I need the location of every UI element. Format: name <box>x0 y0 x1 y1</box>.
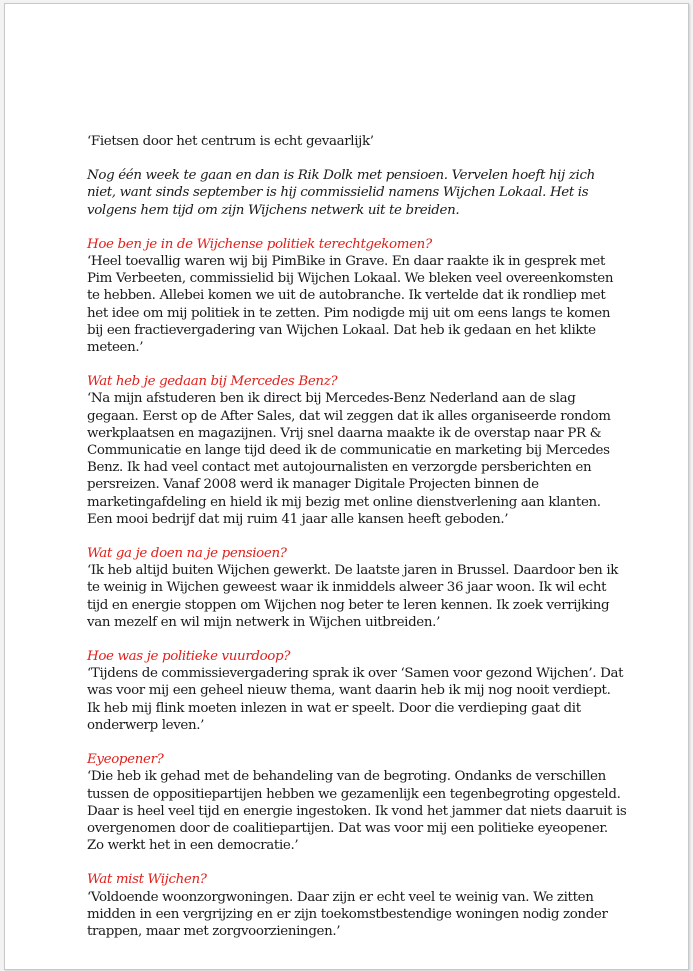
answer: ‘Ik heb altijd buiten Wijchen gewerkt. De laatste jaren in Brussel. Daardoor ben ik te weinig in Wijchen geweest waar ik inmiddels alweer 36 jaar woon. Ik wil echt tijd en energie stoppen om Wijchen nog beter te leren kennen. Ik zoek verrijking van mezelf en wil mijn netwerk in Wijchen uitbreiden.’ <box>87 563 619 630</box>
article-title: ‘Fietsen door het centrum is echt gevaarlijk’ <box>87 134 374 149</box>
article-intro: Nog één week te gaan en dan is Rik Dolk met pensioen. Vervelen hoeft hij zich niet, want sinds september is hij commissielid namens Wijchen Lokaal. Het is volgens hem tijd om zijn Wijchens netwerk uit te breiden. <box>87 168 595 218</box>
answer: ‘Na mijn afstuderen ben ik direct bij Mercedes-Benz Nederland aan de slag gegaan. Eerst op de After Sales, dat wil zeggen dat ik alles organiseerde rondom werkplaatsen en magazijnen. Vrij snel daarna maakte ik de overstap naar PR & Communicatie en lange tijd deed ik de communicatie en marketing bij Mercedes Benz. Ik had veel contact met autojournalisten en verzorgde persberichten en persreizen. Vanaf 2008 werd ik manager Digitale Projecten binnen de marketingafdeling en hield ik mij bezig met online dienstverlening aan klanten. Een mooi bedrijf dat mij ruim 41 jaar alle kansen heeft geboden.’ <box>87 391 611 527</box>
question: Wat ga je doen na je pensioen? <box>87 546 287 562</box>
qa-block <box>87 871 627 940</box>
question: Hoe was je politieke vuurdoop? <box>87 649 291 665</box>
question: Wat heb je gedaan bij Mercedes Benz? <box>87 374 338 390</box>
qa-block <box>87 373 627 528</box>
question: Hoe ben je in de Wijchense politiek terechtgekomen? <box>87 236 432 252</box>
answer: ‘Tijdens de commissievergadering sprak ik over ‘Samen voor gezond Wijchen’. Dat was voor mij een geheel nieuw thema, want daarin heb ik mij nog nooit verdiept. Ik heb mij flink moeten inlezen in wat er speelt. Door die verdieping gaat dit onderwerp leven.’ <box>87 666 624 733</box>
question: Eyeopener? <box>87 752 164 768</box>
qa-block <box>87 236 627 356</box>
answer: ‘Heel toevallig waren wij bij PimBike in Grave. En daar raakte ik in gesprek met Pim Verbeeten, commissielid bij Wijchen Lokaal. We bleken veel overeenkomsten te hebben. Allebei komen we uit de autobranche. Ik vertelde dat ik rondliep met het idee om mij politiek in te zetten. Pim nodigde mij uit om eens langs te komen bij een fractievergadering van Wijchen Lokaal. Dat heb ik gedaan en het klikte meteen.’ <box>87 254 614 356</box>
qa-block <box>87 545 627 631</box>
question: Wat mist Wijchen? <box>87 872 207 888</box>
answer: ‘Voldoende woonzorgwoningen. Daar zijn er echt veel te weinig van. We zitten midden in een vergrijzing en er zijn toekomstbestendige woningen nodig zonder trappen, maar met zorgvoorzieningen.’ <box>87 889 608 939</box>
answer: ‘Die heb ik gehad met de behandeling van de begroting. Ondanks de verschillen tussen de oppositiepartijen hebben we gezamenlijk een tegenbegroting opgesteld. Daar is heel veel tijd en energie ingestoken. Ik vond het jammer dat niets daaruit is overgenomen door de coalitiepartijen. Dat was voor mij een politieke eyeopener. Zo werkt het in een democratie.’ <box>87 769 627 854</box>
qa-block <box>87 751 627 854</box>
document-page <box>4 3 689 970</box>
document-body <box>87 133 627 957</box>
qa-block <box>87 648 627 734</box>
